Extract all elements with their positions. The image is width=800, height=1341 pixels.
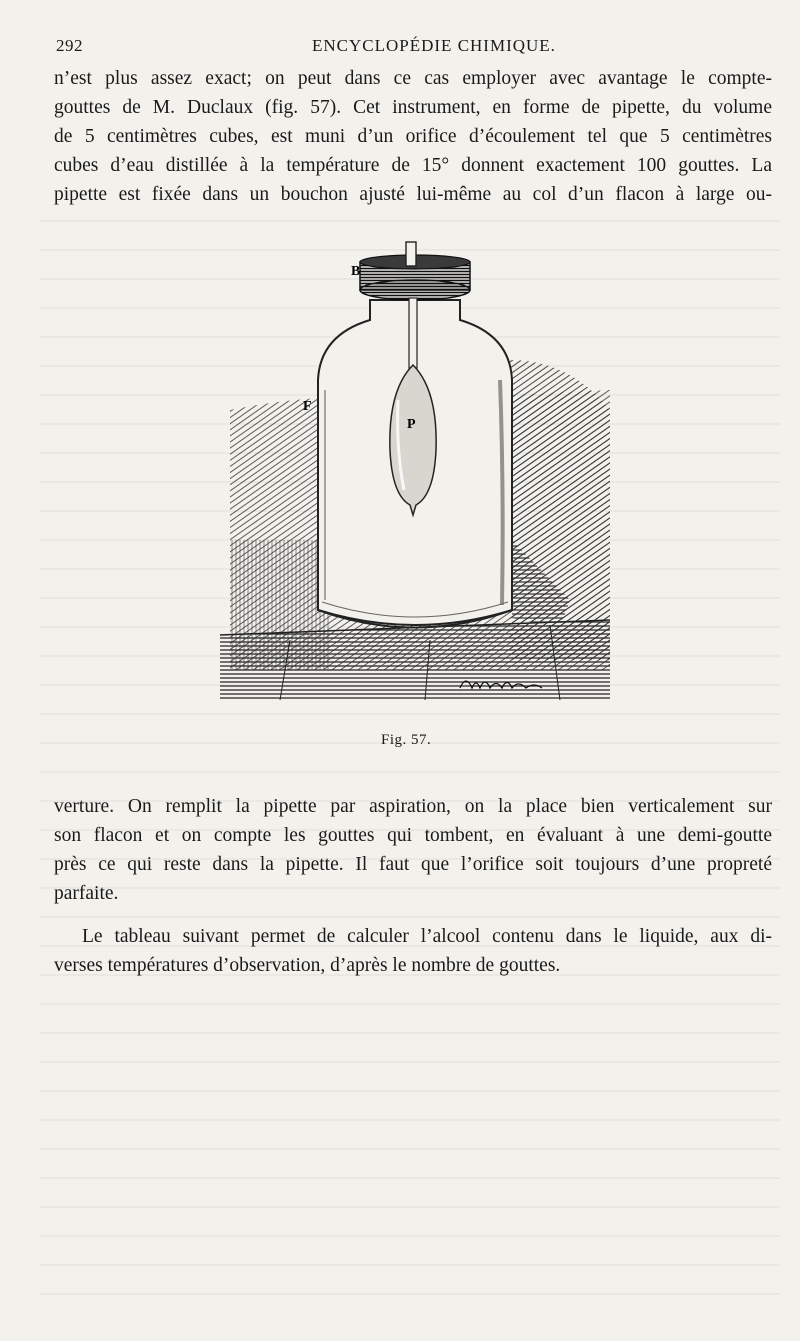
page-number: 292 <box>56 36 83 55</box>
paragraph-3-line: verses températures d’observation, d’après le nombre de gouttes. <box>54 955 561 976</box>
label-p: P <box>407 417 416 432</box>
paragraph-1-line: cubes d’eau distillée à la température de 15° donnent exactement 100 gouttes. La <box>54 155 772 176</box>
label-f: F <box>303 399 312 414</box>
paragraph-2-line: son flacon et on compte les gouttes qui tombent, en évaluant à une demi-goutte <box>54 825 772 846</box>
paragraph-2-line: parfaite. <box>54 883 119 904</box>
page-header <box>56 36 756 60</box>
label-b: B <box>351 264 361 279</box>
running-title: ENCYCLOPÉDIE CHIMIQUE. <box>312 36 556 55</box>
paragraph-3 <box>54 922 772 980</box>
paragraph-1-line: n’est plus assez exact; on peut dans ce cas employer avec avantage le compte- <box>54 68 772 89</box>
paragraph-1-line: pipette est fixée dans un bouchon ajusté lui-même au col d’un flacon à large ou- <box>54 184 772 205</box>
paragraph-1 <box>54 64 772 209</box>
paragraph-3-line: Le tableau suivant permet de calculer l’alcool contenu dans le liquide, aux di- <box>82 926 772 947</box>
engraving-drop-counter-flask <box>210 240 620 705</box>
paragraph-2 <box>54 792 772 908</box>
figure-drop-counter-illustration <box>210 240 620 705</box>
paragraph-2-line: près ce qui reste dans la pipette. Il faut que l’orifice soit toujours d’une propreté <box>54 854 772 875</box>
paragraph-2-line: verture. On remplit la pipette par aspiration, on la place bien verticalement sur <box>54 796 772 817</box>
paragraph-1-line: de 5 centimètres cubes, est muni d’un orifice d’écoulement tel que 5 centimètres <box>54 126 772 147</box>
figure-caption: Fig. 57. <box>381 732 432 748</box>
paragraph-1-line: gouttes de M. Duclaux (fig. 57). Cet instrument, en forme de pipette, du volume <box>54 97 772 118</box>
